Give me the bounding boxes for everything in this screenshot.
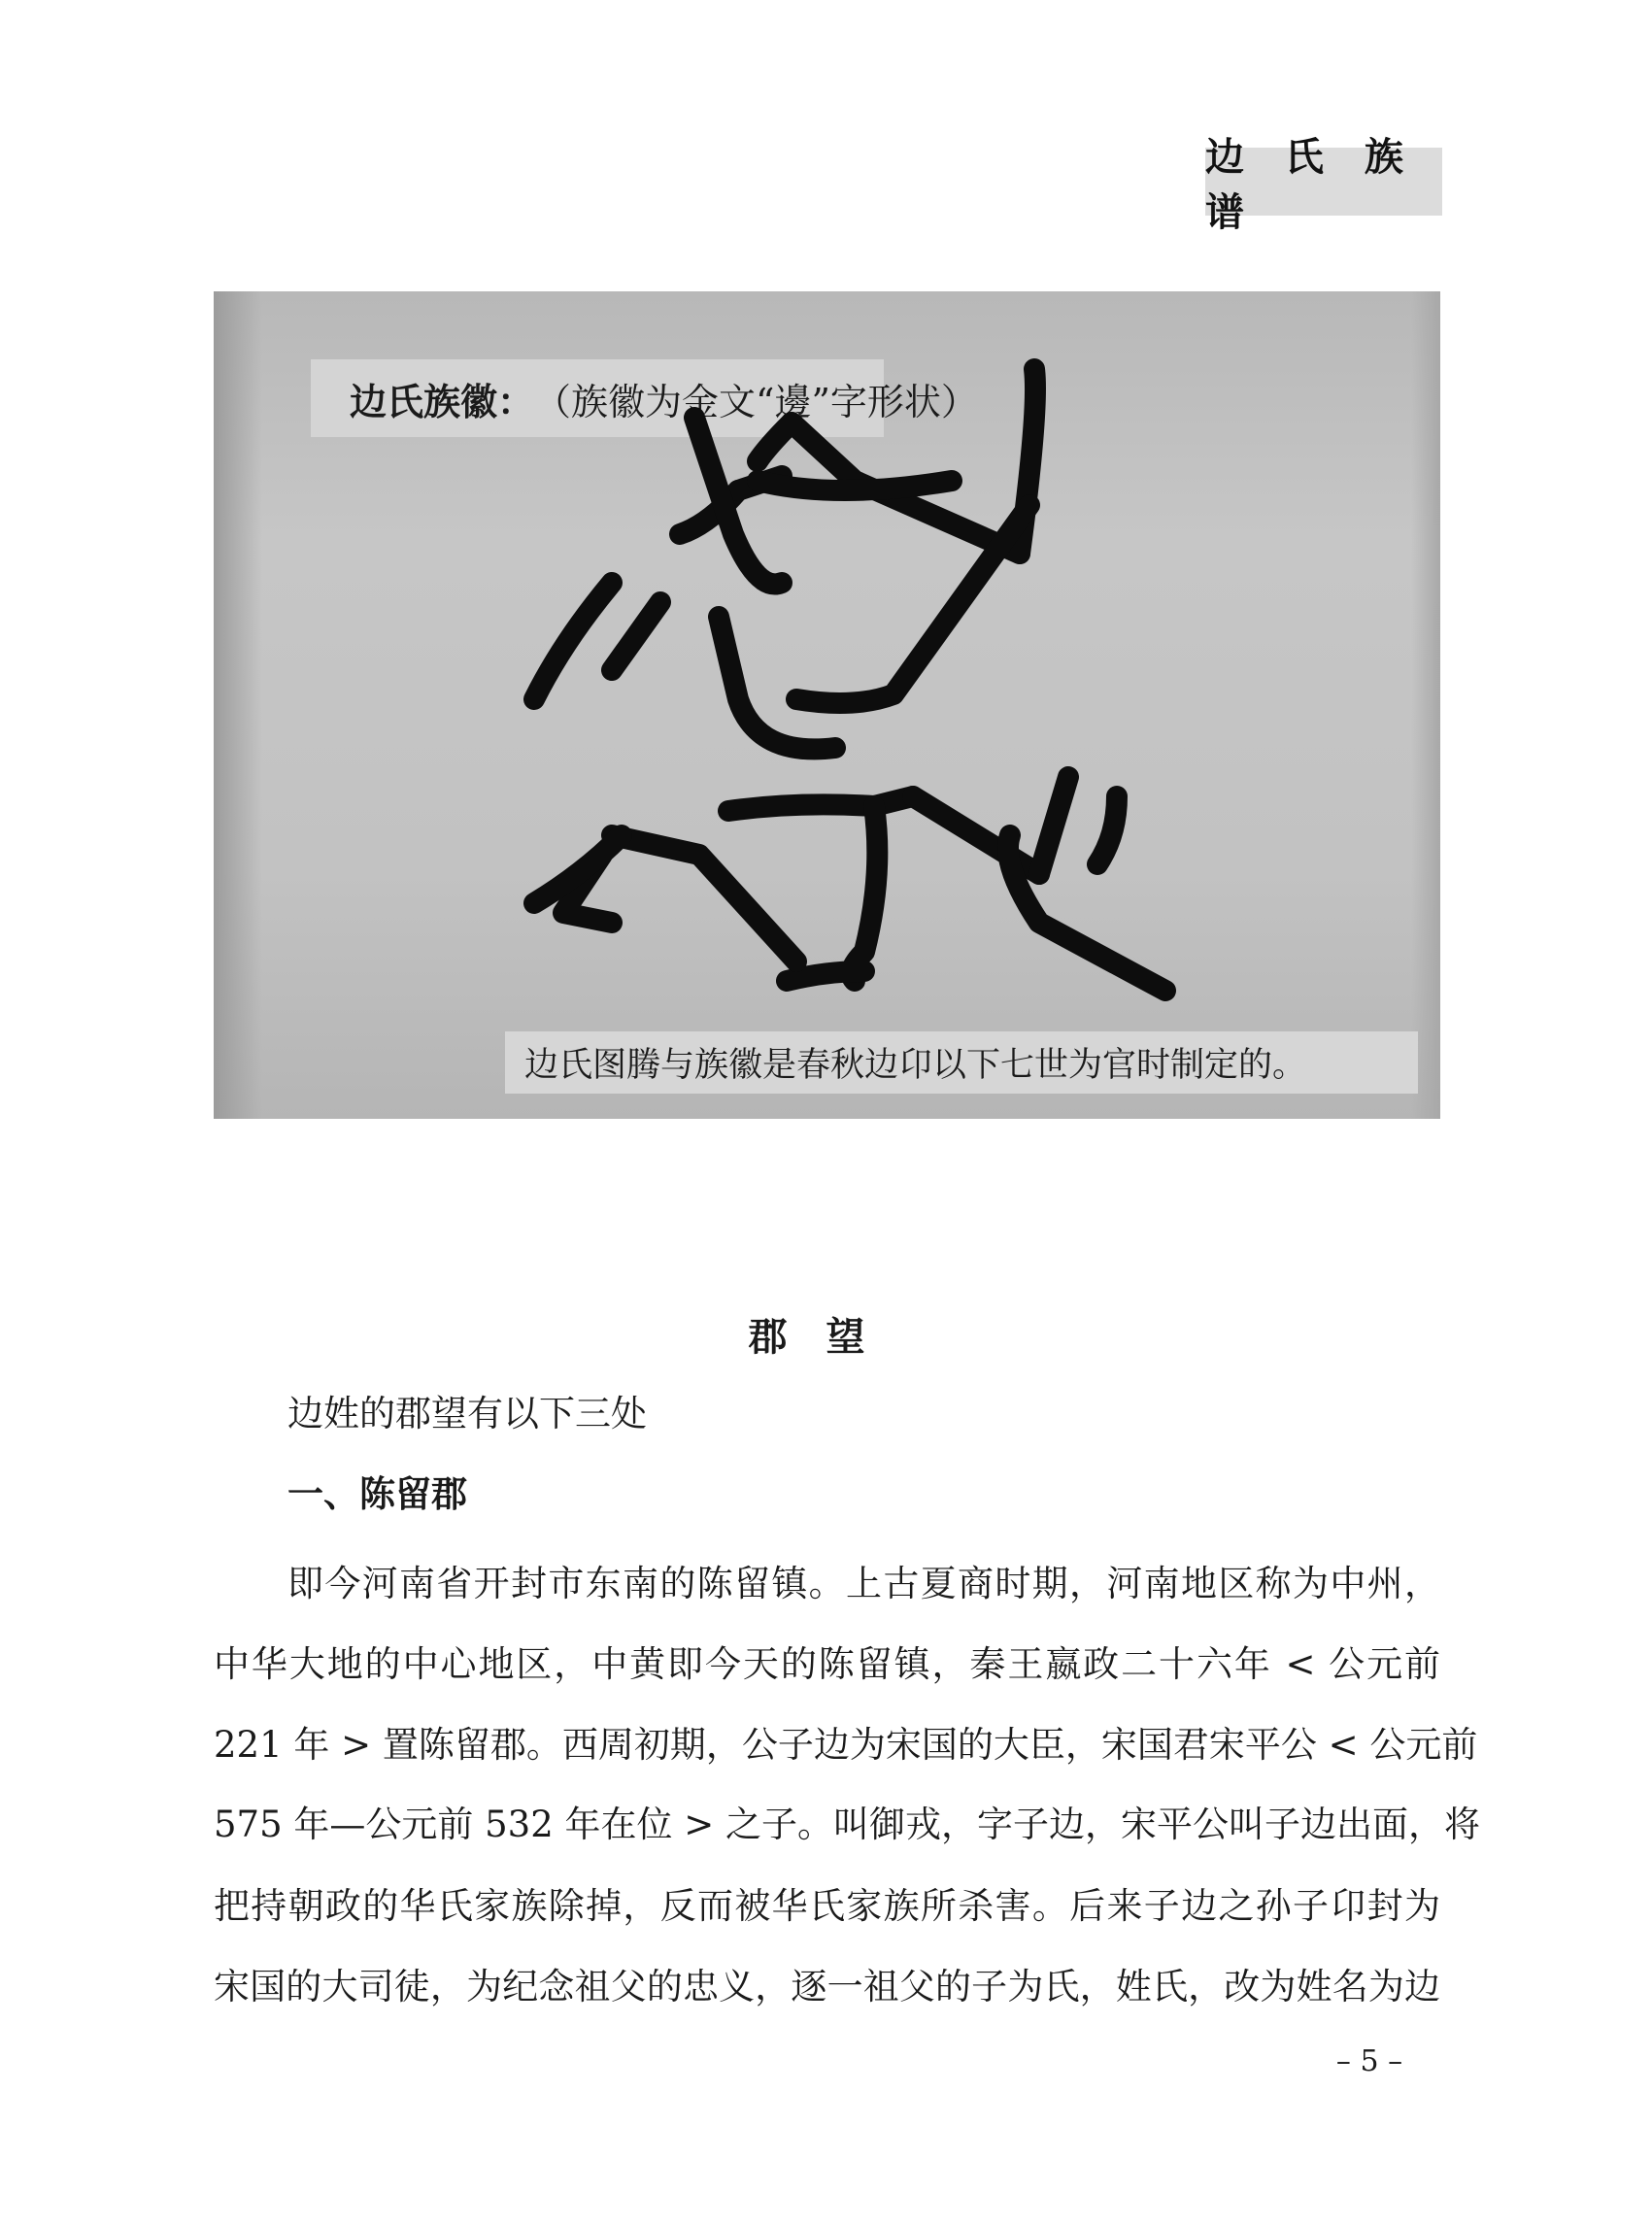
body-line: 宋国的大司徒，为纪念祖父的忠义，逐一祖父的子为氏，姓氏，改为姓名为边	[214, 1966, 1440, 2007]
bronze-script-bian-glyph	[214, 291, 1440, 1119]
body-line: 575 年—公元前 532 年在位 > 之子。叫御戎，字子边，宋平公叫子边出面，将	[214, 1804, 1481, 1845]
figure-caption: 边氏图腾与族徽是春秋边卬以下七世为官时制定的。	[505, 1031, 1418, 1094]
emblem-title-note: （族徽为金文“邊”字形状）	[534, 380, 978, 423]
body-line: 221 年 > 置陈留郡。西周初期，公子边为宋国的大臣，宋国君宋平公 < 公元前	[214, 1724, 1478, 1766]
emblem-title-label: 边氏族徽：	[350, 380, 535, 423]
body-line: 把持朝政的华氏家族除掉，反而被华氏家族所杀害。后来子边之孙子卬封为	[214, 1885, 1440, 1927]
section-title: 郡望	[748, 1315, 904, 1360]
page-number: – 5 –	[1335, 2044, 1403, 2078]
book-title-tab: 边 氏 族 谱	[1205, 148, 1442, 216]
clan-emblem-figure	[214, 291, 1440, 1119]
subheading-chenliu: 一、陈留郡	[287, 1473, 467, 1515]
body-line: 即今河南省开封市东南的陈留镇。上古夏商时期，河南地区称为中州，	[287, 1563, 1440, 1604]
section-intro: 边姓的郡望有以下三处	[287, 1393, 647, 1434]
body-line: 中华大地的中心地区，中黄即今天的陈留镇，秦王嬴政二十六年 < 公元前	[214, 1643, 1440, 1685]
